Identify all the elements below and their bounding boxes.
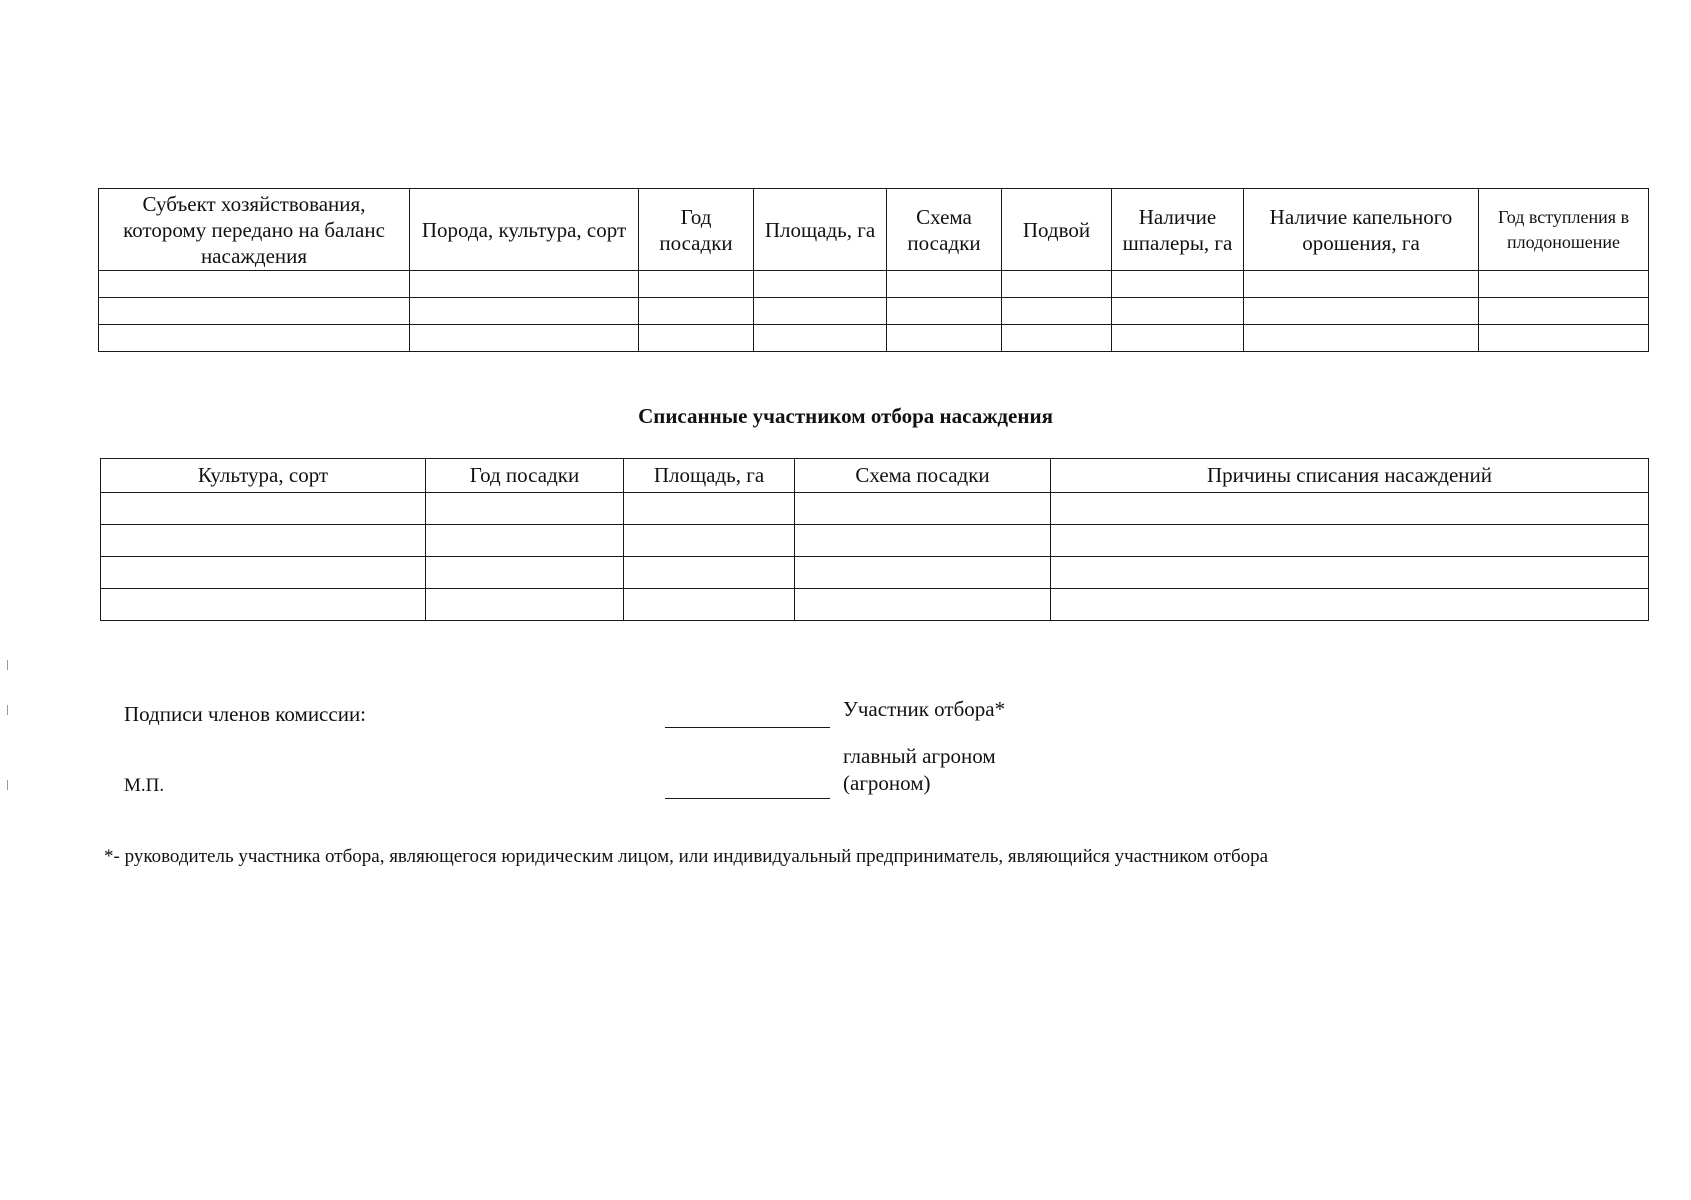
- header-planting-scheme: Схема посадки: [887, 189, 1002, 271]
- table-cell[interactable]: [426, 589, 624, 621]
- commission-signatures-label: Подписи членов комиссии:: [124, 702, 367, 726]
- header-write-off-reasons: Причины списания насаждений: [1051, 459, 1649, 493]
- header-fruiting-year: Год вступления в плодоношение: [1479, 189, 1649, 271]
- table-row: [101, 525, 1649, 557]
- table-cell[interactable]: [101, 557, 426, 589]
- table-cell[interactable]: [624, 589, 795, 621]
- table-cell[interactable]: [624, 557, 795, 589]
- table-cell[interactable]: [624, 493, 795, 525]
- table-cell[interactable]: [795, 525, 1051, 557]
- header-drip-irrigation: Наличие капельного орошения, га: [1244, 189, 1479, 271]
- table-cell[interactable]: [1244, 325, 1479, 352]
- table-cell[interactable]: [1244, 271, 1479, 298]
- table-cell[interactable]: [624, 525, 795, 557]
- header-area: Площадь, га: [624, 459, 795, 493]
- table-cell[interactable]: [1112, 325, 1244, 352]
- table-cell[interactable]: [426, 493, 624, 525]
- header-rootstock: Подвой: [1002, 189, 1112, 271]
- table-cell[interactable]: [1002, 271, 1112, 298]
- plantations-header-row: [99, 189, 1649, 271]
- table-cell[interactable]: [410, 298, 639, 325]
- agronomist-role-label: [843, 743, 996, 797]
- header-species-crop-variety: Порода, культура, сорт: [410, 189, 639, 271]
- table-row: [101, 493, 1649, 525]
- header-area: Площадь, га: [754, 189, 887, 271]
- plantations-table: [98, 188, 1649, 352]
- table-row: [99, 325, 1649, 352]
- table-cell[interactable]: [795, 493, 1051, 525]
- table-cell[interactable]: [1112, 298, 1244, 325]
- written-off-header-row: [101, 459, 1649, 493]
- scan-mark: [7, 705, 8, 715]
- footnote: *- руководитель участника отбора, являющегося юридическим лицом, или индивидуальный предприниматель, являющийся участником отбора: [104, 846, 1269, 867]
- header-planting-scheme: Схема посадки: [795, 459, 1051, 493]
- header-crop-variety: Культура, сорт: [101, 459, 426, 493]
- table-row: [99, 298, 1649, 325]
- table-cell[interactable]: [1002, 325, 1112, 352]
- table-cell[interactable]: [101, 589, 426, 621]
- header-planting-year: Год посадки: [426, 459, 624, 493]
- table-cell[interactable]: [1112, 271, 1244, 298]
- table-cell[interactable]: [754, 298, 887, 325]
- table-cell[interactable]: [887, 271, 1002, 298]
- table-cell[interactable]: [887, 298, 1002, 325]
- table-cell[interactable]: [1244, 298, 1479, 325]
- scan-mark: [7, 660, 8, 670]
- table-cell[interactable]: [410, 325, 639, 352]
- table-cell[interactable]: [426, 525, 624, 557]
- header-trellis: Наличие шпалеры, га: [1112, 189, 1244, 271]
- table-cell[interactable]: [99, 325, 410, 352]
- table-cell[interactable]: [101, 493, 426, 525]
- table-row: [101, 589, 1649, 621]
- agronomist-role-line2: (агроном): [843, 771, 931, 795]
- scan-mark: [7, 780, 8, 790]
- section-title: Списанные участником отбора насаждения: [638, 404, 1053, 428]
- table-cell[interactable]: [795, 589, 1051, 621]
- table-cell[interactable]: [887, 325, 1002, 352]
- table-cell[interactable]: [410, 271, 639, 298]
- table-cell[interactable]: [101, 525, 426, 557]
- participant-signature-line[interactable]: [665, 727, 830, 728]
- stamp-label: М.П.: [124, 775, 165, 796]
- header-subject: Субъект хозяйствования, которому передано на баланс насаждения: [99, 189, 410, 271]
- header-planting-year: Год посадки: [639, 189, 754, 271]
- table-cell[interactable]: [1051, 525, 1649, 557]
- table-cell[interactable]: [754, 325, 887, 352]
- table-cell[interactable]: [1051, 557, 1649, 589]
- table-cell[interactable]: [1002, 298, 1112, 325]
- table-cell[interactable]: [1051, 589, 1649, 621]
- agronomist-role-line1: главный агроном: [843, 744, 996, 768]
- table-cell[interactable]: [1479, 271, 1649, 298]
- table-cell[interactable]: [1479, 298, 1649, 325]
- written-off-table: [100, 458, 1649, 621]
- table-row: [99, 271, 1649, 298]
- table-cell[interactable]: [1051, 493, 1649, 525]
- table-cell[interactable]: [99, 271, 410, 298]
- table-cell[interactable]: [754, 271, 887, 298]
- table-cell[interactable]: [99, 298, 410, 325]
- agronomist-signature-line[interactable]: [665, 798, 830, 799]
- table-row: [101, 557, 1649, 589]
- table-cell[interactable]: [639, 271, 754, 298]
- participant-role-label: Участник отбора*: [843, 697, 1006, 721]
- table-cell[interactable]: [426, 557, 624, 589]
- table-cell[interactable]: [1479, 325, 1649, 352]
- table-cell[interactable]: [639, 298, 754, 325]
- table-cell[interactable]: [639, 325, 754, 352]
- table-cell[interactable]: [795, 557, 1051, 589]
